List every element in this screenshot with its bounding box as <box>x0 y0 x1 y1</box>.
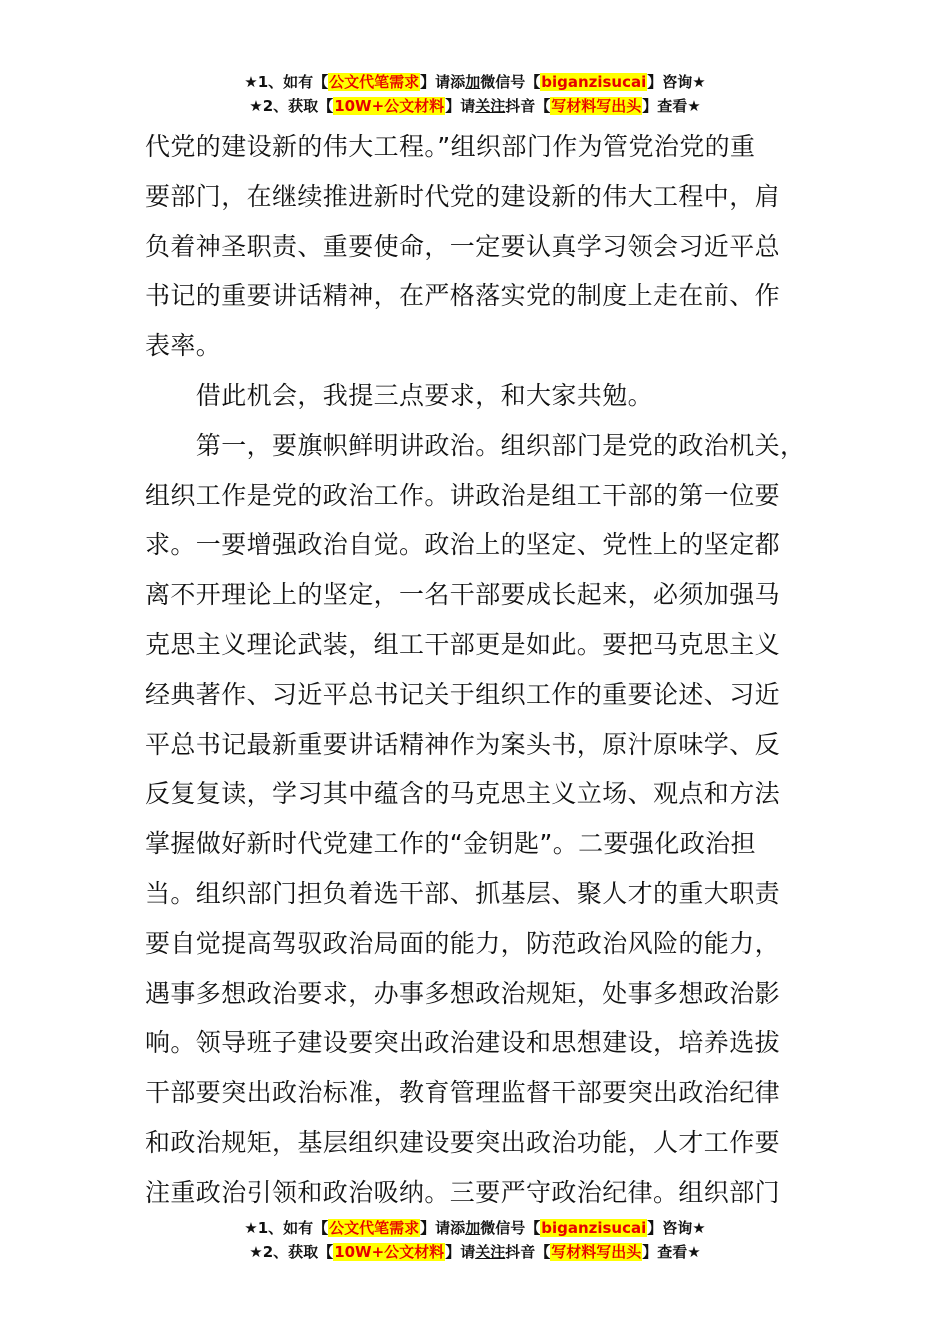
body-line: 平总书记最新重要讲话精神作为案头书，原汁原味学、反 <box>145 729 781 759</box>
body-line: 表率。 <box>145 331 222 361</box>
body-line: 代党的建设新的伟大工程。”组织部门作为管党治党的重 <box>145 132 756 161</box>
body-line: 经典著作、习近平总书记关于组织工作的重要论述、习近 <box>145 679 781 709</box>
body-line: 借此机会，我提三点要求，和大家共勉。 <box>145 380 654 410</box>
banner-text: 】请 <box>445 97 476 115</box>
banner-text: 抖音【 <box>505 1243 551 1261</box>
footer-banner <box>0 1216 950 1264</box>
banner-line-1 <box>0 1216 950 1240</box>
banner-text: ★1、如有【 <box>244 1219 329 1237</box>
body-line: 反复复读，学习其中蕴含的马克思主义立场、观点和方法 <box>145 779 781 809</box>
body-line: 离不开理论上的坚定，一名干部要成长起来，必须加强马 <box>145 580 781 610</box>
banner-line-1 <box>0 70 950 94</box>
body-line: 书记的重要讲话精神，在严格落实党的制度上走在前、作 <box>145 281 781 311</box>
banner-text: 微信号【 <box>480 1219 541 1237</box>
banner-text: 】查看★ <box>642 1243 701 1261</box>
body-line: 克思主义理论武装，组工干部更是如此。要把马克思主义 <box>145 629 781 659</box>
banner-highlight: 10W+公文材料 <box>334 1243 445 1261</box>
body-line: 要自觉提高驾驭政治局面的能力，防范政治风险的能力， <box>145 928 781 958</box>
body-line: 注重政治引领和政治吸纳。三要严守政治纪律。组织部门 <box>145 1177 781 1207</box>
banner-highlight: biganzisucai <box>541 73 647 91</box>
banner-text: 】请 <box>445 1243 476 1261</box>
banner-highlight: 写材料写出头 <box>551 1243 642 1261</box>
banner-emphasis: 关注 <box>475 97 506 115</box>
banner-text: 微信号【 <box>480 73 541 91</box>
banner-highlight: biganzisucai <box>541 1219 647 1237</box>
banner-text: 】查看★ <box>642 97 701 115</box>
body-line: 负着神圣职责、重要使命，一定要认真学习领会习近平总 <box>145 231 781 261</box>
banner-highlight: 公文代笔需求 <box>329 73 420 91</box>
body-line: 当。组织部门担负着选干部、抓基层、聚人才的重大职责 <box>145 878 781 908</box>
banner-highlight: 公文代笔需求 <box>329 1219 420 1237</box>
body-line: 求。一要增强政治自觉。政治上的坚定、党性上的坚定都 <box>145 530 781 560</box>
body-line: 要部门，在继续推进新时代党的建设新的伟大工程中，肩 <box>145 181 781 211</box>
banner-text: 抖音【 <box>505 97 551 115</box>
banner-line-2 <box>0 94 950 118</box>
banner-emphasis: 加 <box>465 1219 481 1237</box>
body-line: 组织工作是党的政治工作。讲政治是组工干部的第一位要 <box>145 480 781 510</box>
banner-text: 】请添 <box>420 73 466 91</box>
banner-line-2 <box>0 1240 950 1264</box>
banner-text: 】请添 <box>420 1219 466 1237</box>
body-line: 掌握做好新时代党建工作的“金钥匙”。二要强化政治担 <box>145 829 756 859</box>
banner-text: ★1、如有【 <box>244 73 329 91</box>
body-line: 响。领导班子建设要突出政治建设和思想建设，培养选拔 <box>145 1028 781 1058</box>
banner-text: 】咨询★ <box>647 1219 706 1237</box>
banner-emphasis: 关注 <box>475 1243 506 1261</box>
banner-highlight: 写材料写出头 <box>551 97 642 115</box>
document-body <box>145 122 835 1218</box>
banner-text: ★2、获取【 <box>249 1243 334 1261</box>
body-line: 遇事多想政治要求，办事多想政治规矩，处事多想政治影 <box>145 978 781 1008</box>
banner-text: 】咨询★ <box>647 73 706 91</box>
body-line: 干部要突出政治标准，教育管理监督干部要突出政治纪律 <box>145 1078 781 1108</box>
banner-text: ★2、获取【 <box>249 97 334 115</box>
body-line: 和政治规矩，基层组织建设要突出政治功能，人才工作要 <box>145 1127 781 1157</box>
banner-highlight: 10W+公文材料 <box>334 97 445 115</box>
body-line: 第一，要旗帜鲜明讲政治。组织部门是党的政治机关， <box>145 430 806 460</box>
header-banner <box>0 70 950 118</box>
banner-emphasis: 加 <box>465 73 481 91</box>
